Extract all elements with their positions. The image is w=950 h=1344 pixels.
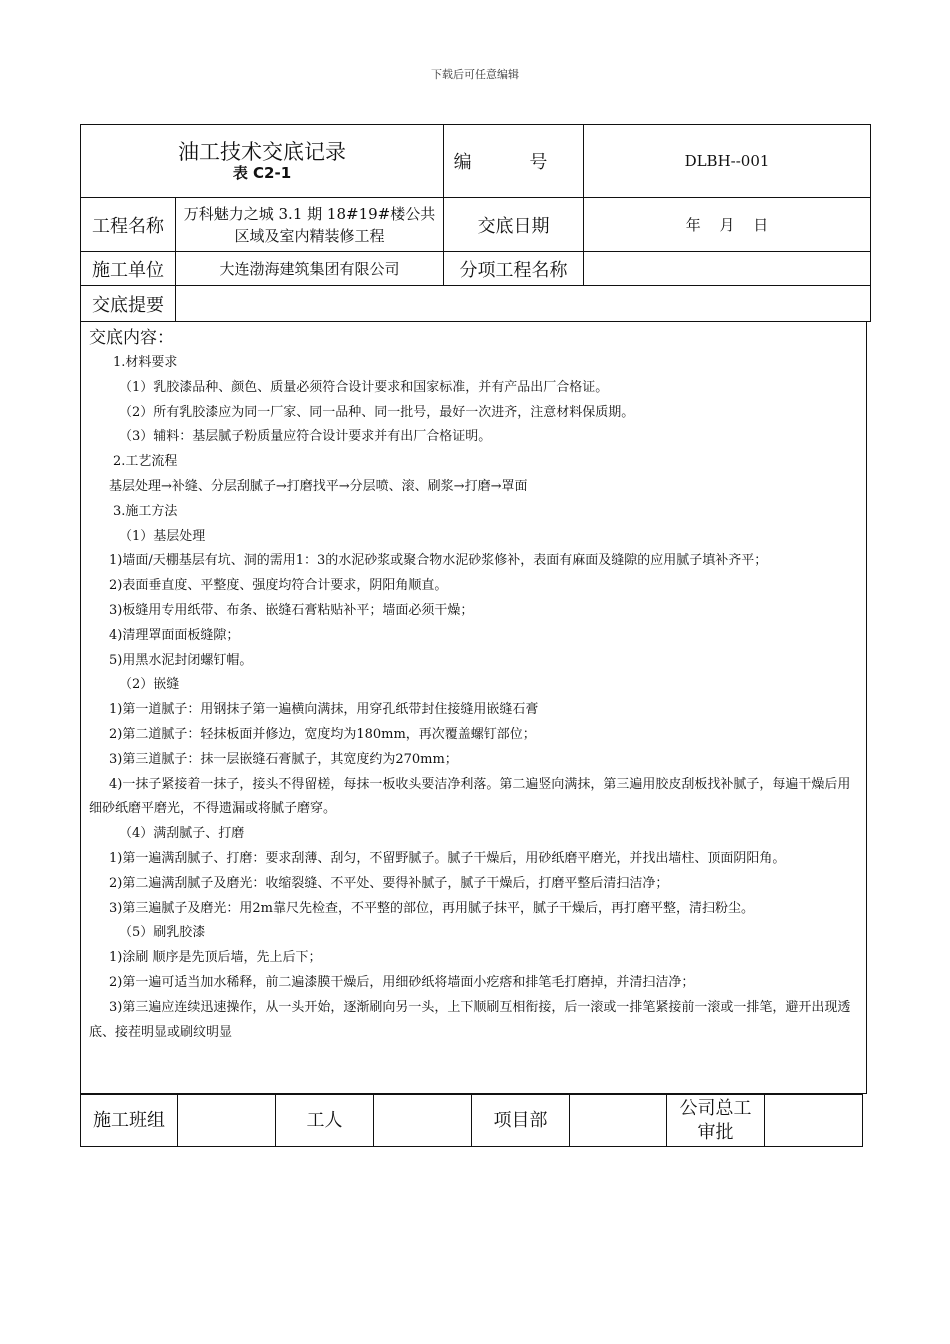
summary-label: 交底提要 xyxy=(81,286,176,322)
content-line: 5)用黑水泥封闭螺钉帽。 xyxy=(109,652,253,668)
content-line: （1）基层处理 xyxy=(119,528,206,544)
content-title: 交底内容： xyxy=(89,328,174,348)
project-name-line2: 区域及室内精装修工程 xyxy=(234,226,385,245)
team-label: 施工班组 xyxy=(81,1095,178,1147)
approval-label-line1: 公司总工 xyxy=(679,1097,752,1119)
content-box xyxy=(80,321,867,1094)
content-line: 3)第三遍应连续迅速操作，从一头开始，逐渐刷向另一头，上下顺刷互相衔接，后一滚或一排笔紧接前一滚或一排笔，避开出现透底、接茬明显或刷纹明显 xyxy=(89,999,851,1040)
document-title: 油工技术交底记录 xyxy=(178,140,346,164)
worker-value xyxy=(374,1095,472,1147)
form-number: 表 C2-1 xyxy=(232,164,292,182)
top-note: 下载后可任意编辑 xyxy=(431,68,519,81)
content-line: 2)表面垂直度、平整度、强度均符合计要求，阴阳角顺直。 xyxy=(109,578,448,594)
content-line: （1）乳胶漆品种、颜色、质量必须符合设计要求和国家标准，并有产品出厂合格证。 xyxy=(119,379,609,395)
date-value: 年 月 日 xyxy=(584,198,871,252)
content-line: 4)清理罩面面板缝隙； xyxy=(109,627,240,643)
content-line: （2）所有乳胶漆应为同一厂家、同一品种、同一批号，最好一次进齐，注意材料保质期。 xyxy=(119,404,635,420)
approval-value xyxy=(765,1095,863,1147)
content-lines xyxy=(89,351,858,1045)
content-line: 3)第三遍腻子及磨光：用2m靠尺先检查，不平整的部位，再用腻子抹平，腻子干燥后，再打磨平整，清扫粉尘。 xyxy=(109,900,754,916)
content-line: （5）刷乳胶漆 xyxy=(119,925,206,941)
content-line: （2）嵌缝 xyxy=(119,677,180,693)
content-line: （4）满刮腻子、打磨 xyxy=(119,826,245,842)
summary-value xyxy=(176,286,871,322)
dept-value xyxy=(570,1095,667,1147)
worker-label: 工人 xyxy=(276,1095,374,1147)
subproject-value xyxy=(584,252,871,286)
content-line: 3)第三道腻子：抹一层嵌缝石膏腻子，其宽度约为270mm； xyxy=(109,751,458,767)
content-line: 2)第二道腻子：轻抹板面并修边，宽度均为180mm，再次覆盖螺钉部位； xyxy=(109,726,536,742)
project-name-line1: 万科魅力之城 3.1 期 18#19#楼公共 xyxy=(183,204,436,223)
project-name-label: 工程名称 xyxy=(81,198,176,252)
content-line: （3）辅料：基层腻子粉质量应符合设计要求并有出厂合格证明。 xyxy=(119,429,492,445)
content-line: 基层处理→补缝、分层刮腻子→打磨找平→分层喷、滚、刷浆→打磨→罩面 xyxy=(109,478,528,494)
content-line: 1)第一道腻子：用钢抹子第一遍横向满抹，用穿孔纸带封住接缝用嵌缝石膏 xyxy=(109,702,539,718)
content-line: 2.工艺流程 xyxy=(113,454,178,470)
subproject-label: 分项工程名称 xyxy=(444,252,584,286)
content-line: 4)一抹子紧接着一抹子，接头不得留槎，每抹一板收头要洁净利落。第二遍竖向满抹，第三遍用胶皮刮板找补腻子，每遍干燥后用细砂纸磨平磨光，不得遗漏或将腻子磨穿。 xyxy=(89,776,851,817)
content-line: 3.施工方法 xyxy=(113,503,178,519)
project-name-cell xyxy=(176,198,444,252)
number-value: DLBH--001 xyxy=(584,125,871,198)
number-label: 编 号 xyxy=(453,152,574,173)
team-value xyxy=(178,1095,276,1147)
date-label: 交底日期 xyxy=(444,198,584,252)
footer-table xyxy=(80,1094,863,1147)
content-line: 2)第一遍可适当加水稀释，前二遍漆膜干燥后，用细砂纸将墙面小疙瘩和排笔毛打磨掉，并清扫洁净； xyxy=(109,974,695,990)
content-line: 3)板缝用专用纸带、布条、嵌缝石膏粘贴补平；墙面必须干燥； xyxy=(109,602,474,618)
contractor-label: 施工单位 xyxy=(81,252,176,286)
content-line: 1)涂刷 顺序是先顶后墙，先上后下； xyxy=(109,950,322,966)
approval-label-line2: 审批 xyxy=(697,1121,734,1143)
number-label-cell xyxy=(444,125,584,198)
approval-label xyxy=(667,1095,765,1147)
header-table xyxy=(80,124,871,322)
content-line: 1)第一遍满刮腻子、打磨：要求刮薄、刮匀，不留野腻子。腻子干燥后，用砂纸磨平磨光，并找出墙柱、顶面阴阳角。 xyxy=(109,850,786,866)
contractor-value: 大连渤海建筑集团有限公司 xyxy=(176,252,444,286)
dept-label: 项目部 xyxy=(472,1095,570,1147)
content-line: 1.材料要求 xyxy=(113,355,178,370)
content-line: 1)墙面/天棚基层有坑、洞的需用1：3的水泥砂浆或聚合物水泥砂浆修补，表面有麻面及缝隙的应用腻子填补齐平； xyxy=(109,553,768,569)
title-cell xyxy=(81,125,444,198)
content-line: 2)第二遍满刮腻子及磨光：收缩裂缝、不平处、要得补腻子，腻子干燥后，打磨平整后清扫洁净； xyxy=(109,875,669,891)
